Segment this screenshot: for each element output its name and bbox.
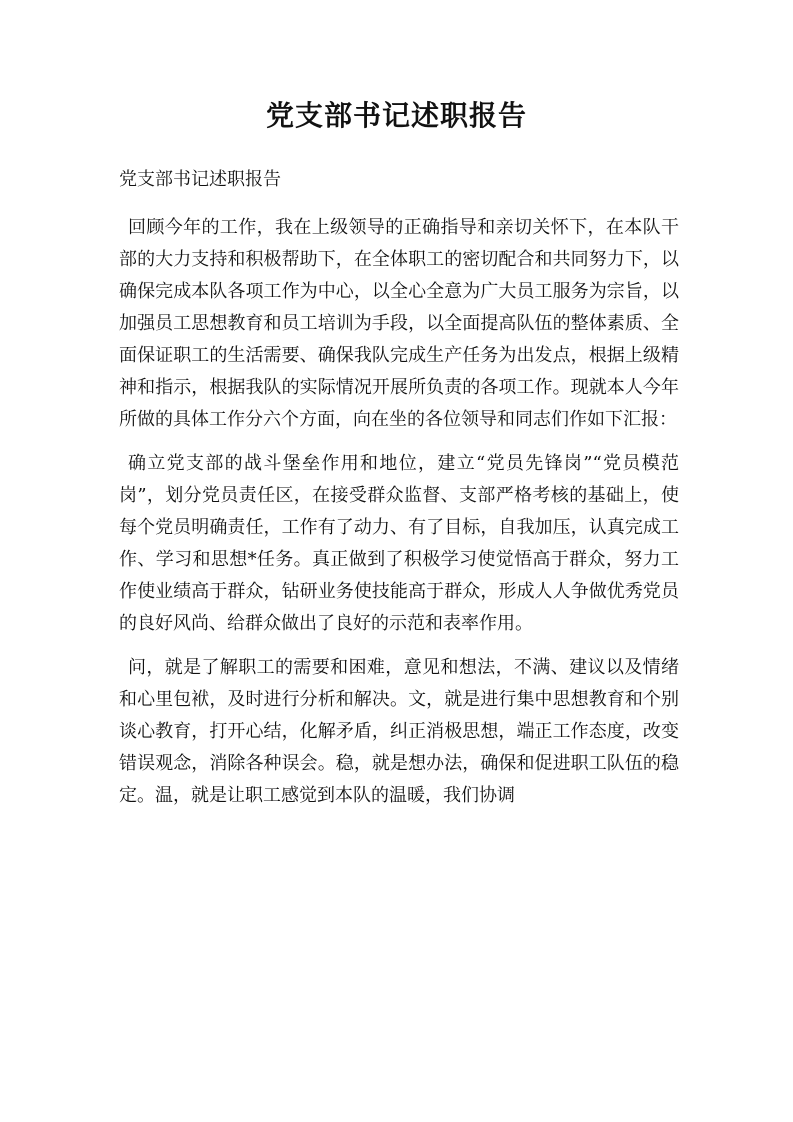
paragraph-party-role: 确立党支部的战斗堡垒作用和地位，建立“党员先锋岗”“党员模范岗”，划分党员责任区，在接受群众监督、支部严格考核的基础上，使每个党员明确责任，工作有了动力、有了目标，自我加压，认真完成工作、学习和思想*任务。真正做到了积极学习使觉悟高于群众，努力工作使业绩高于群众，钻研业务使技能高于群众，形成人人争做优秀党员的良好风尚、给群众做出了良好的示范和表率作用。 [119,453,679,634]
document-body [119,212,679,824]
document-subtitle: 党支部书记述职报告 [119,169,281,190]
paragraph-intro: 回顾今年的工作，我在上级领导的正确指导和亲切关怀下，在本队干部的大力支持和积极帮助下，在全体职工的密切配合和共同努力下，以确保完成本队各项工作为中心，以全心全意为广大员工服务为宗旨，以加强员工思想教育和员工培训为手段，以全面提高队伍的整体素质、全面保证职工的生活需要、确保我队完成生产任务为出发点，根据上级精神和指示，根据我队的实际情况开展所负责的各项工作。现就本人今年所做的具体工作分六个方面，向在坐的各位领导和同志们作如下汇报： [119,217,679,430]
document-title: 党支部书记述职报告 [265,99,527,132]
paragraph-staff-care: 问，就是了解职工的需要和困难，意见和想法，不满、建议以及情绪和心里包袱，及时进行分析和解决。文，就是进行集中思想教育和个别谈心教育，打开心结，化解矛盾，纠正消极思想，端正工作态度，改变错误观念，消除各种误会。稳，就是想办法，确保和促进职工队伍的稳定。温，就是让职工感觉到本队的温暖，我们协调 [119,657,679,806]
